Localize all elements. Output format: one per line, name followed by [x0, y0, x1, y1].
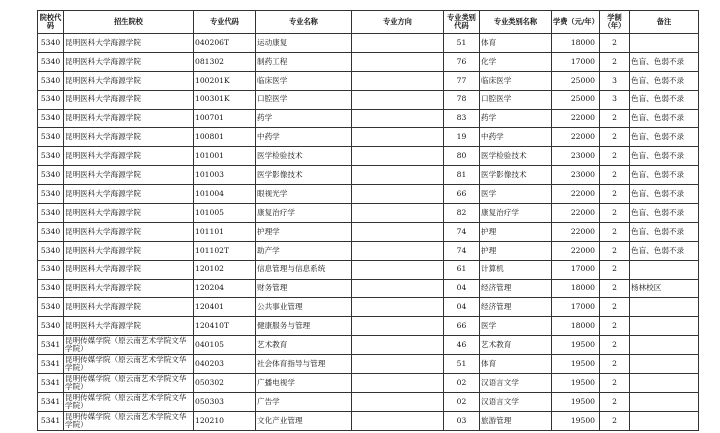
major-code-cell: 120210: [194, 411, 256, 430]
table-row: [38, 71, 699, 90]
major-code-cell: 050303: [194, 392, 256, 411]
table-row: [38, 392, 699, 411]
major-name-cell: 中药学: [256, 128, 352, 147]
header-cell: 招生院校: [64, 11, 194, 34]
header-cell: 院校代码: [38, 11, 64, 34]
tuition-cell: 17000: [552, 260, 600, 279]
major-direction-cell: [352, 90, 444, 109]
school-code-cell: 5341: [38, 392, 64, 411]
major-code-cell: 120401: [194, 298, 256, 317]
category-code-cell: 19: [444, 128, 480, 147]
school-code-cell: 5340: [38, 260, 64, 279]
table-row: [38, 411, 699, 430]
table-row: [38, 355, 699, 374]
table-row: [38, 128, 699, 147]
major-name-cell: 药学: [256, 109, 352, 128]
category-name-cell: 计算机: [480, 260, 552, 279]
category-name-cell: 医学检验技术: [480, 147, 552, 166]
category-name-cell: 医学影像技术: [480, 166, 552, 185]
school-code-cell: 5340: [38, 90, 64, 109]
table-row: [38, 147, 699, 166]
remark-cell: 色盲、色弱不录: [630, 222, 699, 241]
table-row: [38, 185, 699, 204]
major-direction-cell: [352, 166, 444, 185]
table-row: [38, 166, 699, 185]
category-name-cell: 旅游管理: [480, 411, 552, 430]
major-code-cell: 101101: [194, 222, 256, 241]
category-name-cell: 口腔医学: [480, 90, 552, 109]
category-name-cell: 经济管理: [480, 279, 552, 298]
table-row: [38, 109, 699, 128]
remark-cell: 色盲、色弱不录: [630, 109, 699, 128]
tuition-cell: 17000: [552, 298, 600, 317]
table-row: [38, 52, 699, 71]
major-name-cell: 广播电视学: [256, 374, 352, 393]
major-direction-cell: [352, 185, 444, 204]
major-code-cell: 101102T: [194, 241, 256, 260]
school-name-cell: 昆明医科大学海源学院: [64, 109, 194, 128]
major-direction-cell: [352, 374, 444, 393]
category-name-cell: 体育: [480, 355, 552, 374]
school-code-cell: 5340: [38, 71, 64, 90]
table-row: [38, 260, 699, 279]
header-cell: 专业类别代码: [444, 11, 480, 34]
remark-cell: 色盲、色弱不录: [630, 52, 699, 71]
tuition-cell: 25000: [552, 71, 600, 90]
category-code-cell: 80: [444, 147, 480, 166]
duration-cell: 2: [600, 241, 630, 260]
school-code-cell: 5340: [38, 298, 64, 317]
duration-cell: 2: [600, 109, 630, 128]
category-name-cell: 汉语言文学: [480, 392, 552, 411]
category-code-cell: 02: [444, 374, 480, 393]
remark-cell: [630, 260, 699, 279]
category-name-cell: 体育: [480, 34, 552, 53]
category-code-cell: 02: [444, 392, 480, 411]
category-name-cell: 护理: [480, 222, 552, 241]
school-name-cell: 昆明医科大学海源学院: [64, 279, 194, 298]
tuition-cell: 25000: [552, 90, 600, 109]
school-name-cell: 昆明医科大学海源学院: [64, 147, 194, 166]
table-row: [38, 222, 699, 241]
major-code-cell: 100201K: [194, 71, 256, 90]
duration-cell: 2: [600, 336, 630, 355]
category-code-cell: 03: [444, 411, 480, 430]
table-row: [38, 34, 699, 53]
school-code-cell: 5340: [38, 317, 64, 336]
school-code-cell: 5341: [38, 374, 64, 393]
table-row: [38, 336, 699, 355]
school-name-cell: 昆明医科大学海源学院: [64, 185, 194, 204]
tuition-cell: 22000: [552, 241, 600, 260]
major-direction-cell: [352, 260, 444, 279]
major-direction-cell: [352, 109, 444, 128]
major-direction-cell: [352, 222, 444, 241]
duration-cell: 2: [600, 185, 630, 204]
duration-cell: 2: [600, 52, 630, 71]
major-direction-cell: [352, 392, 444, 411]
major-name-cell: 财务管理: [256, 279, 352, 298]
school-code-cell: 5340: [38, 204, 64, 223]
duration-cell: 2: [600, 260, 630, 279]
table-header-row: [38, 11, 699, 34]
school-name-cell: 昆明医科大学海源学院: [64, 71, 194, 90]
major-code-cell: 120410T: [194, 317, 256, 336]
category-code-cell: 74: [444, 222, 480, 241]
school-name-cell: 昆明医科大学海源学院: [64, 241, 194, 260]
major-direction-cell: [352, 411, 444, 430]
school-code-cell: 5340: [38, 166, 64, 185]
tuition-cell: 19500: [552, 336, 600, 355]
tuition-cell: 19500: [552, 374, 600, 393]
table-body: [38, 34, 699, 431]
category-code-cell: 82: [444, 204, 480, 223]
major-direction-cell: [352, 34, 444, 53]
major-direction-cell: [352, 336, 444, 355]
tuition-cell: 18000: [552, 317, 600, 336]
major-name-cell: 制药工程: [256, 52, 352, 71]
major-name-cell: 护理学: [256, 222, 352, 241]
major-name-cell: 文化产业管理: [256, 411, 352, 430]
duration-cell: 2: [600, 166, 630, 185]
category-name-cell: 中药学: [480, 128, 552, 147]
major-name-cell: 助产学: [256, 241, 352, 260]
duration-cell: 2: [600, 204, 630, 223]
major-code-cell: 120204: [194, 279, 256, 298]
table-row: [38, 279, 699, 298]
school-code-cell: 5341: [38, 411, 64, 430]
school-name-cell: 昆明传媒学院（原云南艺术学院文华学院）: [64, 411, 194, 430]
remark-cell: 杨林校区: [630, 279, 699, 298]
major-name-cell: 艺术教育: [256, 336, 352, 355]
major-code-cell: 100701: [194, 109, 256, 128]
table-row: [38, 90, 699, 109]
remark-cell: [630, 34, 699, 53]
category-name-cell: 临床医学: [480, 71, 552, 90]
major-direction-cell: [352, 241, 444, 260]
major-code-cell: 100801: [194, 128, 256, 147]
header-cell: 专业方向: [352, 11, 444, 34]
category-code-cell: 81: [444, 166, 480, 185]
tuition-cell: 17000: [552, 52, 600, 71]
major-code-cell: 101001: [194, 147, 256, 166]
school-name-cell: 昆明医科大学海源学院: [64, 260, 194, 279]
duration-cell: 3: [600, 90, 630, 109]
school-code-cell: 5340: [38, 109, 64, 128]
school-code-cell: 5340: [38, 279, 64, 298]
category-name-cell: 化学: [480, 52, 552, 71]
major-direction-cell: [352, 147, 444, 166]
tuition-cell: 18000: [552, 279, 600, 298]
major-name-cell: 康复治疗学: [256, 204, 352, 223]
remark-cell: 色盲、色弱不录: [630, 128, 699, 147]
school-name-cell: 昆明传媒学院（原云南艺术学院文华学院）: [64, 355, 194, 374]
category-code-cell: 46: [444, 336, 480, 355]
major-code-cell: 101003: [194, 166, 256, 185]
school-code-cell: 5340: [38, 241, 64, 260]
table-row: [38, 298, 699, 317]
major-name-cell: 口腔医学: [256, 90, 352, 109]
remark-cell: 色盲、色弱不录: [630, 241, 699, 260]
major-code-cell: 081302: [194, 52, 256, 71]
remark-cell: 色盲、色弱不录: [630, 204, 699, 223]
school-name-cell: 昆明医科大学海源学院: [64, 317, 194, 336]
major-code-cell: 120102: [194, 260, 256, 279]
header-cell: 学制（年）: [600, 11, 630, 34]
school-code-cell: 5341: [38, 355, 64, 374]
duration-cell: 2: [600, 147, 630, 166]
tuition-cell: 18000: [552, 34, 600, 53]
major-name-cell: 信息管理与信息系统: [256, 260, 352, 279]
category-code-cell: 04: [444, 279, 480, 298]
major-name-cell: 公共事业管理: [256, 298, 352, 317]
school-code-cell: 5340: [38, 52, 64, 71]
school-name-cell: 昆明传媒学院（原云南艺术学院文华学院）: [64, 392, 194, 411]
school-name-cell: 昆明医科大学海源学院: [64, 204, 194, 223]
school-name-cell: 昆明医科大学海源学院: [64, 222, 194, 241]
major-name-cell: 医学检验技术: [256, 147, 352, 166]
school-code-cell: 5340: [38, 147, 64, 166]
duration-cell: 2: [600, 392, 630, 411]
header-cell: 备注: [630, 11, 699, 34]
major-name-cell: 广告学: [256, 392, 352, 411]
category-code-cell: 66: [444, 185, 480, 204]
category-name-cell: 医学: [480, 317, 552, 336]
category-name-cell: 康复治疗学: [480, 204, 552, 223]
remark-cell: 色盲、色弱不录: [630, 147, 699, 166]
tuition-cell: 19500: [552, 392, 600, 411]
major-name-cell: 眼视光学: [256, 185, 352, 204]
table-row: [38, 241, 699, 260]
duration-cell: 2: [600, 34, 630, 53]
remark-cell: [630, 336, 699, 355]
major-direction-cell: [352, 52, 444, 71]
remark-cell: 色盲、色弱不录: [630, 185, 699, 204]
school-code-cell: 5340: [38, 128, 64, 147]
school-name-cell: 昆明传媒学院（原云南艺术学院文华学院）: [64, 336, 194, 355]
remark-cell: 色盲、色弱不录: [630, 166, 699, 185]
duration-cell: 2: [600, 279, 630, 298]
remark-cell: [630, 374, 699, 393]
school-name-cell: 昆明医科大学海源学院: [64, 128, 194, 147]
major-name-cell: 社会体育指导与管理: [256, 355, 352, 374]
category-code-cell: 51: [444, 34, 480, 53]
major-name-cell: 医学影像技术: [256, 166, 352, 185]
header-cell: 专业名称: [256, 11, 352, 34]
major-code-cell: 040203: [194, 355, 256, 374]
table-row: [38, 204, 699, 223]
school-code-cell: 5340: [38, 222, 64, 241]
school-name-cell: 昆明医科大学海源学院: [64, 34, 194, 53]
school-name-cell: 昆明医科大学海源学院: [64, 166, 194, 185]
category-code-cell: 83: [444, 109, 480, 128]
major-direction-cell: [352, 355, 444, 374]
category-code-cell: 61: [444, 260, 480, 279]
school-code-cell: 5341: [38, 336, 64, 355]
category-name-cell: 护理: [480, 241, 552, 260]
category-code-cell: 74: [444, 241, 480, 260]
tuition-cell: 22000: [552, 128, 600, 147]
header-cell: 学费（元/年）: [552, 11, 600, 34]
remark-cell: [630, 411, 699, 430]
duration-cell: 2: [600, 222, 630, 241]
header-cell: 专业类别名称: [480, 11, 552, 34]
remark-cell: 色盲、色弱不录: [630, 71, 699, 90]
school-name-cell: 昆明医科大学海源学院: [64, 90, 194, 109]
tuition-cell: 23000: [552, 166, 600, 185]
school-name-cell: 昆明传媒学院（原云南艺术学院文华学院）: [64, 374, 194, 393]
category-name-cell: 艺术教育: [480, 336, 552, 355]
major-name-cell: 健康服务与管理: [256, 317, 352, 336]
duration-cell: 2: [600, 317, 630, 336]
major-name-cell: 运动康复: [256, 34, 352, 53]
category-name-cell: 药学: [480, 109, 552, 128]
enrollment-table-sheet: [37, 10, 699, 431]
major-code-cell: 101004: [194, 185, 256, 204]
tuition-cell: 22000: [552, 109, 600, 128]
major-code-cell: 040105: [194, 336, 256, 355]
duration-cell: 2: [600, 411, 630, 430]
major-direction-cell: [352, 204, 444, 223]
duration-cell: 3: [600, 71, 630, 90]
category-code-cell: 77: [444, 71, 480, 90]
major-direction-cell: [352, 298, 444, 317]
major-direction-cell: [352, 71, 444, 90]
category-name-cell: 医学: [480, 185, 552, 204]
major-name-cell: 临床医学: [256, 71, 352, 90]
category-code-cell: 78: [444, 90, 480, 109]
remark-cell: [630, 317, 699, 336]
school-code-cell: 5340: [38, 185, 64, 204]
category-code-cell: 66: [444, 317, 480, 336]
tuition-cell: 23000: [552, 147, 600, 166]
remark-cell: [630, 392, 699, 411]
school-code-cell: 5340: [38, 34, 64, 53]
school-name-cell: 昆明医科大学海源学院: [64, 52, 194, 71]
tuition-cell: 19500: [552, 355, 600, 374]
duration-cell: 2: [600, 128, 630, 147]
major-direction-cell: [352, 317, 444, 336]
category-name-cell: 经济管理: [480, 298, 552, 317]
category-code-cell: 04: [444, 298, 480, 317]
category-code-cell: 76: [444, 52, 480, 71]
duration-cell: 2: [600, 355, 630, 374]
remark-cell: 色盲、色弱不录: [630, 90, 699, 109]
tuition-cell: 19500: [552, 411, 600, 430]
major-code-cell: 050302: [194, 374, 256, 393]
major-code-cell: 040206T: [194, 34, 256, 53]
major-direction-cell: [352, 128, 444, 147]
tuition-cell: 22000: [552, 222, 600, 241]
duration-cell: 2: [600, 298, 630, 317]
table-row: [38, 374, 699, 393]
remark-cell: [630, 298, 699, 317]
major-code-cell: 101005: [194, 204, 256, 223]
table-row: [38, 317, 699, 336]
major-code-cell: 100301K: [194, 90, 256, 109]
school-name-cell: 昆明医科大学海源学院: [64, 298, 194, 317]
header-cell: 专业代码: [194, 11, 256, 34]
major-direction-cell: [352, 279, 444, 298]
duration-cell: 2: [600, 374, 630, 393]
tuition-cell: 22000: [552, 204, 600, 223]
category-code-cell: 51: [444, 355, 480, 374]
category-name-cell: 汉语言文学: [480, 374, 552, 393]
enrollment-table: [37, 10, 699, 431]
remark-cell: [630, 355, 699, 374]
tuition-cell: 22000: [552, 185, 600, 204]
